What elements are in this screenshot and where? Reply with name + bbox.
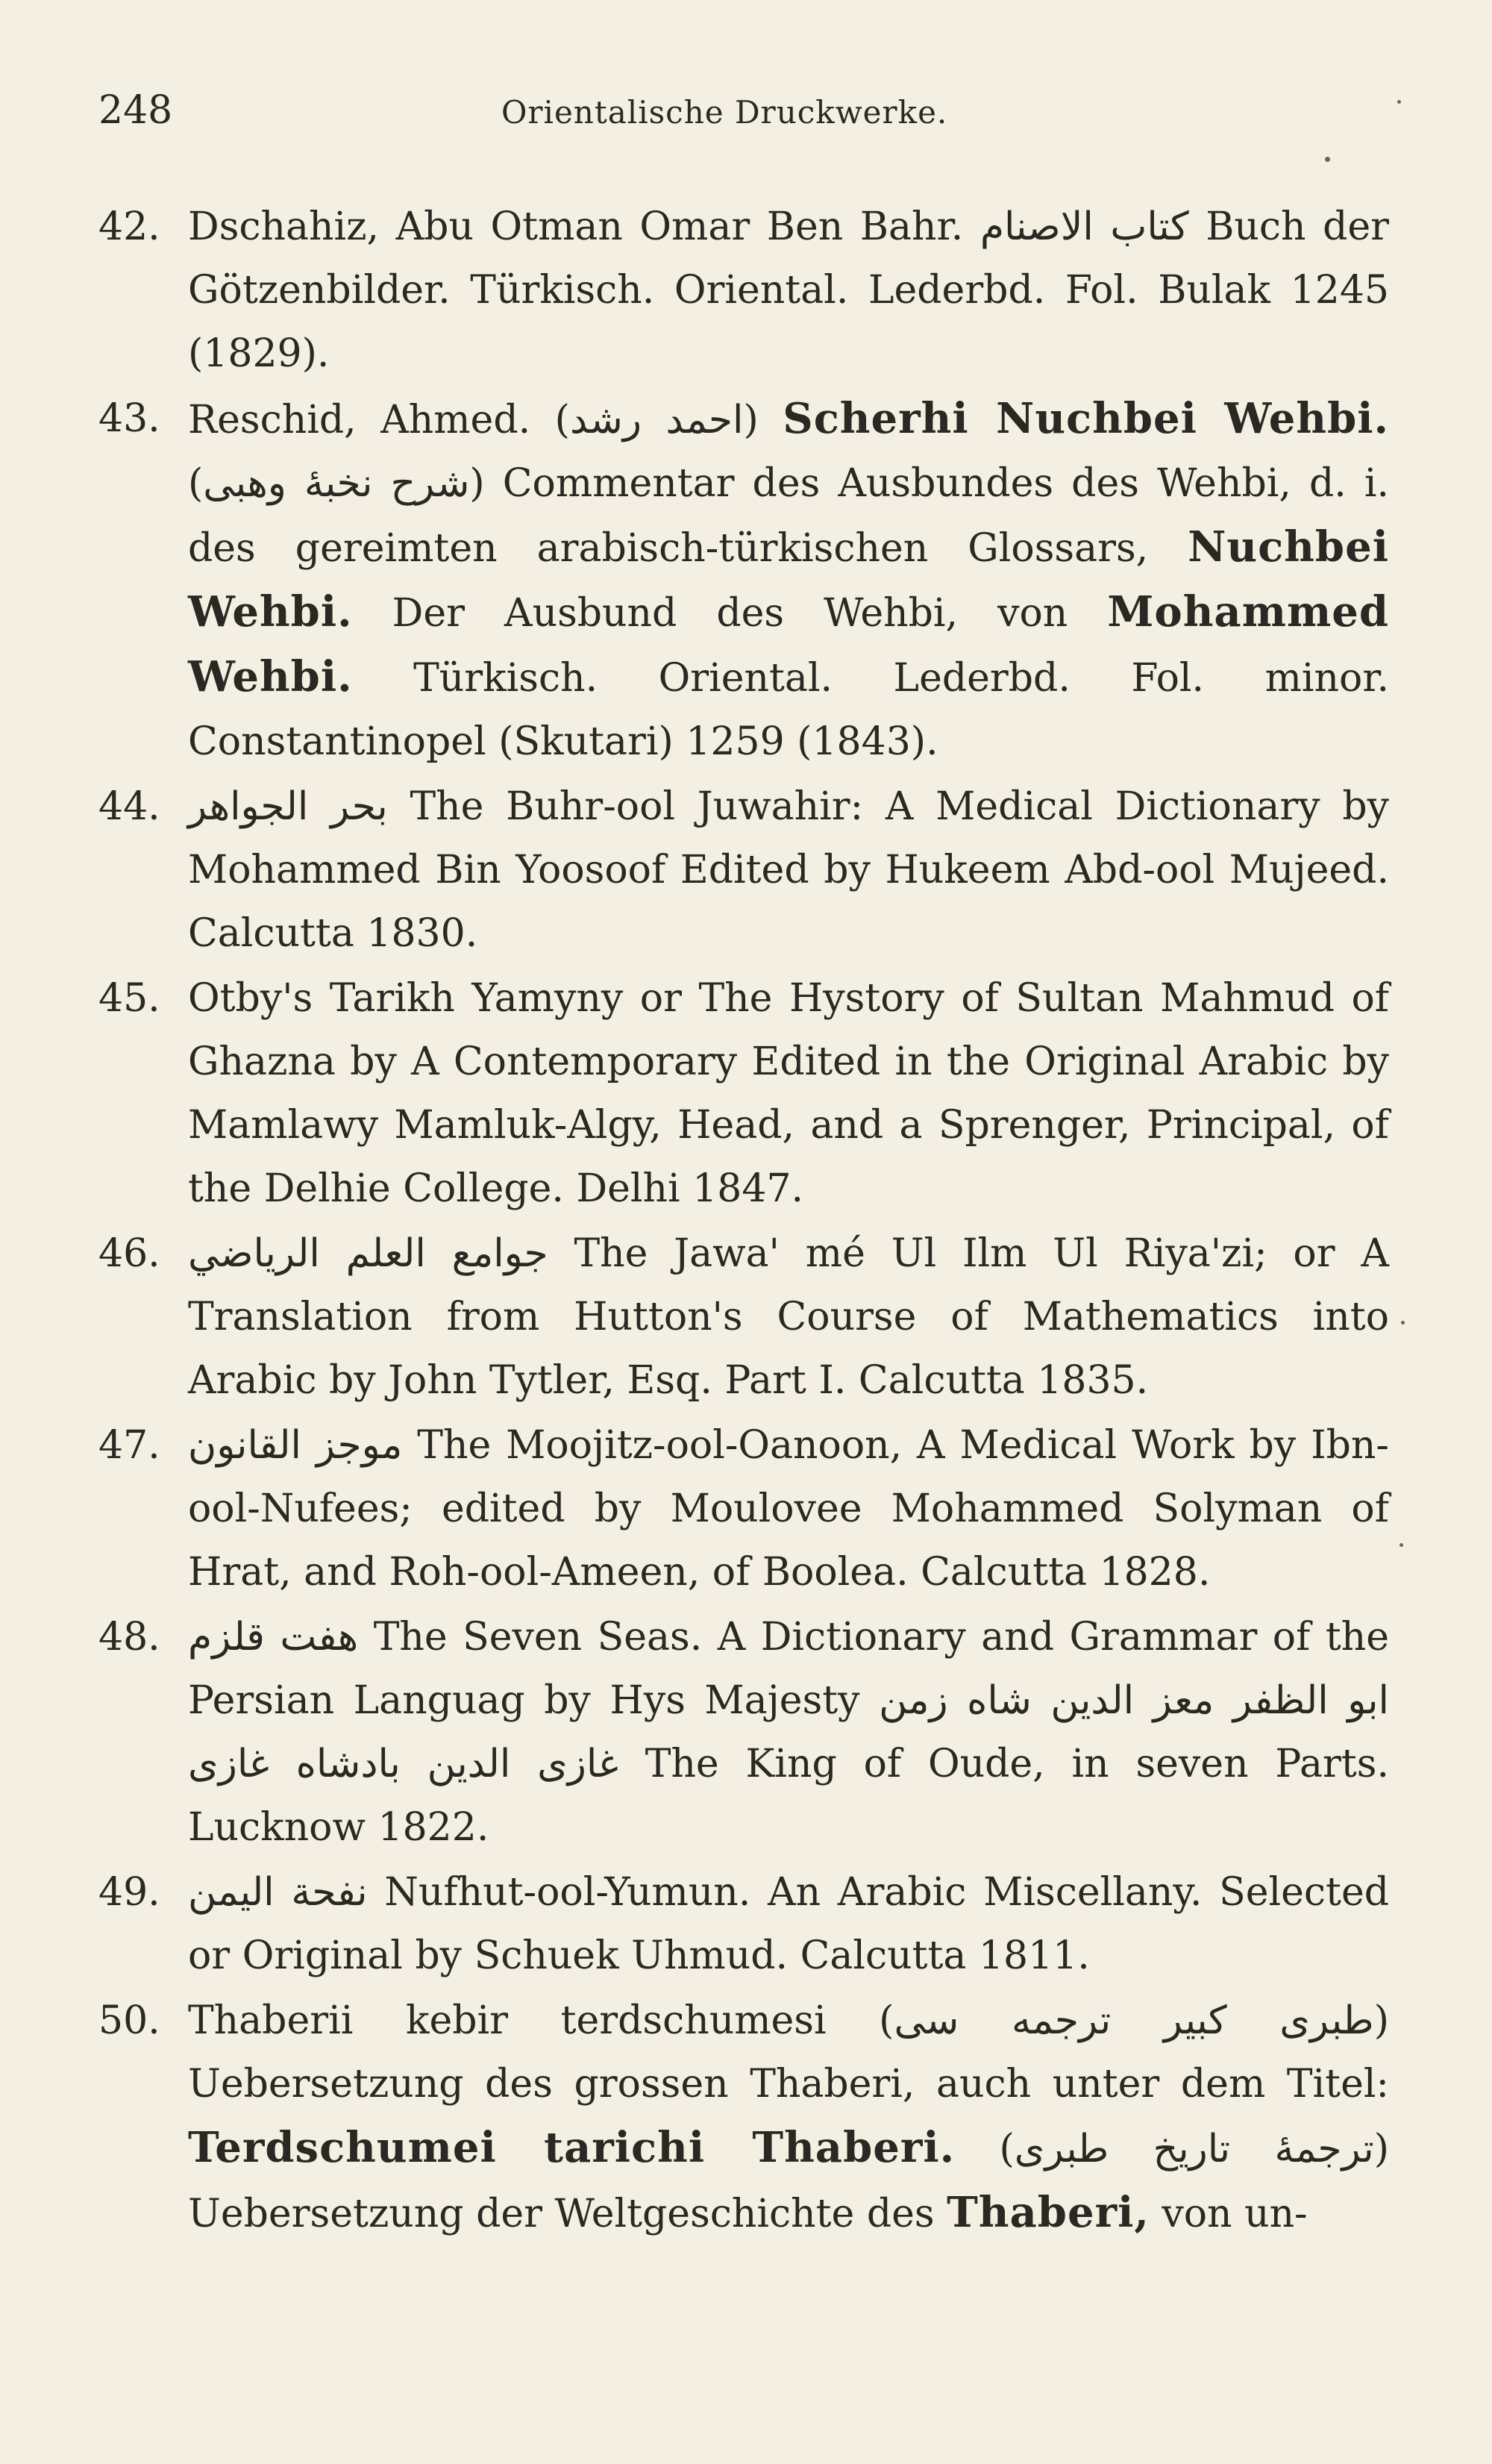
entry-text: ) Uebersetzung des grossen Thaberi, auch unter dem Titel: [188, 1998, 1389, 2107]
arabic-title: هفت قلزم [188, 1615, 359, 1660]
entry-number: 49. [98, 1870, 160, 1915]
entry-number: 44. [98, 784, 160, 829]
entry-text: Der Ausbund des Wehbi, von [352, 591, 1108, 636]
entry-text: Thaberii kebir terdschumesi ( [188, 1998, 894, 2043]
entry-text: ) Uebersetzung der Weltgeschichte des [188, 2127, 1389, 2236]
catalogue-entry [98, 1222, 1389, 1413]
title-emphasis: Thaberi, [947, 2188, 1150, 2237]
catalogue-entry [98, 196, 1389, 386]
catalogue-entry [98, 1989, 1389, 2246]
entry-number: 42. [98, 204, 160, 249]
catalogue-entry [98, 775, 1389, 966]
catalogue-entry [98, 1414, 1389, 1604]
arabic-title: بحر الجواهر [188, 784, 388, 829]
entry-number: 46. [98, 1231, 160, 1276]
running-title: Orientalische Druckwerke. [501, 94, 948, 131]
arabic-title: موجز القانون [188, 1423, 403, 1468]
catalogue-entry [98, 387, 1389, 774]
entry-text: Otby's Tarikh Yamyny or The Hystory of Sultan Mahmud of Ghazna by A Contemporary Edited in the Original Arabic by Mamlawy Mamluk-Algy, Head, and a Sprenger, Principal, of the Delhie College. Delhi 1847. [188, 976, 1389, 1211]
entry-number: 43. [98, 396, 160, 441]
page-header [98, 88, 1388, 140]
entry-text: The Buhr-ool Juwahir: A Medical Dictionary by Mohammed Bin Yoosoof Edited by Hukeem Abd-ool Mujeed. Calcutta 1830. [188, 784, 1389, 956]
entry-number: 47. [98, 1423, 160, 1468]
entry-text: ( [955, 2127, 1015, 2171]
catalogue-entry [98, 1606, 1389, 1860]
entry-text: Nufhut-ool-Yumun. An Arabic Miscellany. Selected or Original by Schuek Uhmud. Calcutta 1811. [188, 1870, 1390, 1978]
page-number: 248 [98, 88, 173, 133]
entry-number: 45. [98, 976, 160, 1021]
print-speck [1401, 1321, 1405, 1325]
print-speck [1325, 157, 1330, 162]
arabic-title: ترجمهٔ تاريخ طبرى [1014, 2127, 1374, 2171]
title-emphasis: Terdschumei tarichi Thaberi. [188, 2123, 956, 2172]
arabic-title: ابو الظفر معز الدين شاه زمن غازى الدين بادشاه غازى [188, 1678, 1389, 1786]
title-emphasis: Scherhi Nuchbei Wehbi. [783, 394, 1389, 443]
entry-text: The King of Oude, in seven Parts. Lucknow 1822. [188, 1742, 1389, 1850]
entry-text: The Moojitz-ool-Oanoon, A Medical Work by Ibn-ool-Nufees; edited by Moulovee Mohammed Solyman of Hrat, and Roh-ool-Ameen, of Boolea. Calcutta 1828. [188, 1423, 1389, 1595]
entry-text: Buch der Götzenbilder. Türkisch. Oriental. Lederbd. Fol. Bulak 1245 (1829). [188, 204, 1390, 376]
entry-text: ( [188, 461, 204, 506]
catalogue-entries [98, 196, 1389, 2248]
entry-text: Dschahiz, Abu Otman Omar Ben Bahr. [188, 204, 980, 249]
entry-text: The Seven Seas. A Dictionary and Grammar of the Persian Languag by Hys Majesty [188, 1615, 1389, 1723]
arabic-title: نفحة اليمن [188, 1870, 368, 1915]
title-emphasis: Mohammed Wehbi. [188, 587, 1389, 701]
arabic-title: شرح نخبهٔ وهبی [203, 461, 470, 506]
arabic-title: جوامع العلم الرياضي [188, 1231, 548, 1276]
arabic-title: طبرى كبير ترجمه سى [894, 1998, 1374, 2043]
arabic-title: احمد رشد [569, 398, 744, 443]
entry-text: ) Commentar des Ausbundes des Wehbi, d. i. des gereimten arabisch-türkischen Glossars, [188, 461, 1389, 571]
entry-text: The Jawa' mé Ul Ilm Ul Riya'zi; or A Translation from Hutton's Course of Mathematics into Arabic by John Tytler, Esq. Part I. Calcutta 1835. [188, 1231, 1389, 1403]
catalogue-entry [98, 967, 1389, 1221]
entry-text: Reschid, Ahmed. ( [188, 398, 570, 443]
print-speck [1397, 100, 1401, 104]
catalogue-entry [98, 1861, 1389, 1988]
entry-text: von un- [1149, 2192, 1308, 2236]
print-speck [1399, 1543, 1403, 1547]
entry-number: 50. [98, 1998, 160, 2043]
title-emphasis: Nuchbei Wehbi. [188, 522, 1389, 637]
arabic-title: كتاب الاصنام [979, 204, 1189, 249]
entry-text: ) [743, 398, 783, 443]
entry-number: 48. [98, 1615, 160, 1660]
entry-text: Türkisch. Oriental. Lederbd. Fol. minor. Constantinopel (Skutari) 1259 (1843). [188, 656, 1389, 764]
